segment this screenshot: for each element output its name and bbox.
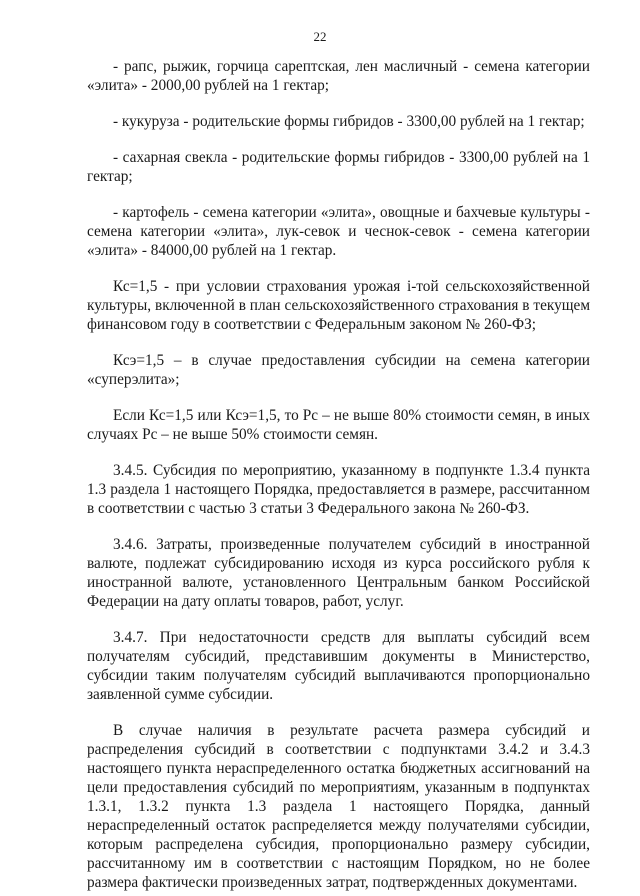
- paragraph-3-4-6: 3.4.6. Затраты, произведенные получателем субсидий в иностранной валюте, подлежат субсидированию исходя из курса российского рубля к иностранной валюте, установленного Центральным банком Российской Федерации на дату оплаты товаров, работ, услуг.: [87, 536, 590, 610]
- paragraph-3-4-5: 3.4.5. Субсидия по мероприятию, указанному в подпункте 1.3.4 пункта 1.3 раздела 1 настоящего Порядка, предоставляется в размере, рассчитанном в соответствии с частью 3 статьи 3 Федерального закона № 260-ФЗ.: [87, 462, 590, 517]
- paragraph-rapeseed: - рапс, рыжик, горчица сарептская, лен масличный - семена категории «элита» - 2000,00 рублей на 1 гектар;: [87, 58, 590, 94]
- paragraph-kse: Ксэ=1,5 – в случае предоставления субсидии на семена категории «суперэлита»;: [87, 352, 590, 388]
- paragraph-3-4-7: 3.4.7. При недостаточности средств для выплаты субсидий всем получателям субсидий, представившим документы в Министерство, субсидии таким получателям субсидий выплачиваются пропорционально заявленной сумме субсидии.: [87, 629, 590, 703]
- page-number: 22: [313, 29, 327, 44]
- document-body: [87, 57, 590, 892]
- paragraph-kc: Кс=1,5 - при условии страхования урожая i-той сельскохозяйственной культуры, включенной в план сельскохозяйственного страхования в текущем финансовом году в соответствии с Федеральным законом № 260-ФЗ;: [87, 278, 590, 333]
- paragraph-potato: - картофель - семена категории «элита», овощные и бахчевые культуры - семена категории «элита», лук-севок и чеснок-севок - семена категории «элита» - 84000,00 рублей на 1 гектар.: [87, 204, 590, 259]
- paragraph-condition: Если Кс=1,5 или Ксэ=1,5, то Рс – не выше 80% стоимости семян, в иных случаях Рс – не выше 50% стоимости семян.: [87, 407, 590, 443]
- paragraph-sugar-beet: - сахарная свекла - родительские формы гибридов - 3300,00 рублей на 1 гектар;: [87, 149, 590, 185]
- paragraph-remainder: В случае наличия в результате расчета размера субсидий и распределения субсидий в соответствии с подпунктами 3.4.2 и 3.4.3 настоящего пункта нераспределенного остатка бюджетных ассигнований на цели предоставления субсидий по мероприятиям, указанным в подпунктах 1.3.1, 1.3.2 пункта 1.3 раздела 1 настоящего Порядка, данный нераспределенный остаток распределяется между получателями субсидии, которым распределена субсидия, пропорционально размеру субсидии, рассчитанному им в соответствии с настоящим Порядком, но не более размера фактически произведенных затрат, подтвержденных документами.: [87, 722, 590, 891]
- paragraph-corn: - кукуруза - родительские формы гибридов - 3300,00 рублей на 1 гектар;: [113, 113, 585, 130]
